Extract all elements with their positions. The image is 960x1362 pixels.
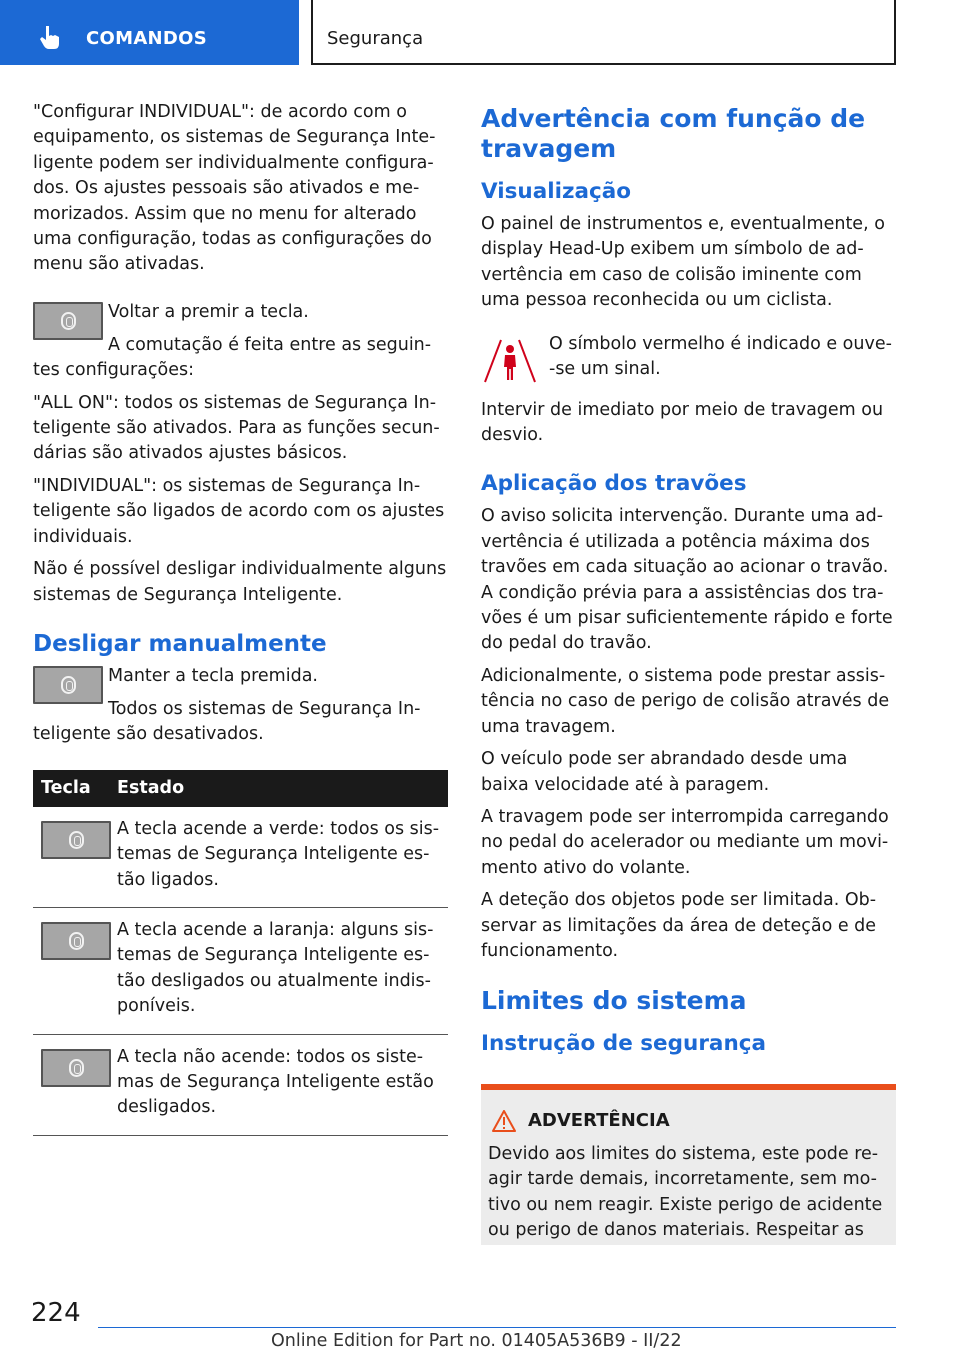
heading-limits: Limites do sistema [481,986,747,1016]
safety-key-icon [41,922,111,960]
safety-key-icon [33,666,103,704]
paragraph [33,333,448,384]
table-cell: A tecla não acende: todos os siste-mas de Segurança Inteligente estão desligados. [117,1046,434,1118]
symbol-instruction [481,332,896,390]
paragraph: O veículo pode ser abrandado desde uma baixa velocidade até à paragem. [481,749,848,795]
safety-key-icon [33,302,103,340]
paragraph [33,697,448,748]
table-row [33,908,448,1035]
table-cell: A tecla acende a laranja: alguns sis-temas de Segurança Inteligente es-tão desligados ou atualmente indis-poníveis. [117,919,434,1017]
safety-key-icon [41,1049,111,1087]
warning-title-text: ADVERTÊNCIA [528,1110,670,1132]
paragraph: "INDIVIDUAL": os sistemas de Segurança In-teligente são ligados de acordo com os ajustes individuais. [33,475,445,547]
key1-line2: A comutação é feita entre as seguin-tes configurações: [33,334,432,381]
warning-title [488,1108,888,1133]
state-table [33,770,448,1136]
hand-pointer-icon [38,24,64,50]
table-row [33,1035,448,1136]
paragraph: O aviso solicita intervenção. Durante uma ad-vertência é utilizada a potência máxima dos travões em cada situação ao acionar o travão. A condição prévia para a assistências dos tra-vões é um pisar suficientemente rápido e forte do pedal do travão. [481,506,893,654]
heading-safety: Instrução de segurança [481,1031,767,1057]
section-tab [0,0,299,65]
paragraph: Intervir de imediato por meio de travagem ou desvio. [481,399,884,446]
paragraph: Manter a tecla premida. [108,665,318,686]
paragraph: Não é possível desligar individualmente alguns sistemas de Segurança Inteligente. [33,559,447,605]
page-number: 224 [31,1298,81,1328]
table-header-state: Estado [117,777,185,798]
warning-box [481,1084,896,1245]
footer-divider [98,1327,896,1328]
chapter-tab [311,0,896,65]
warning-triangle-icon [492,1110,516,1132]
key2-line2: Todos os sistemas de Segurança In-teligente são desativados. [33,698,421,745]
paragraph: Voltar a premir a tecla. [108,301,309,322]
table-header-key: Tecla [41,777,91,798]
left-column [33,100,448,1136]
paragraph: "Configurar INDIVIDUAL": de acordo com o equipamento, os sistemas de Segurança Inte-ligente podem ser individualmente configura-dos. Os ajustes pessoais são ativados e me-morizados. Assim que no menu for alterado uma configuração, todas as configurações do menu são ativadas. [33,102,436,275]
heading-main: Advertência com função de travagem [481,104,866,163]
paragraph: A travagem pode ser interrompida carregando no pedal do acelerador ou mediante um movi-mento ativo do volante. [481,806,889,878]
table-cell: A tecla acende a verde: todos os sis-temas de Segurança Inteligente es-tão ligados. [117,818,440,890]
footer-edition: Online Edition for Part no. 01405A536B9 - II/22 [271,1331,682,1351]
pedestrian-warning-icon [481,332,539,390]
paragraph: O símbolo vermelho é indicado e ouve--se um sinal. [549,333,892,380]
heading-visualization: Visualização [481,179,632,204]
paragraph: O painel de instrumentos e, eventualmente, o display Head-Up exibem um símbolo de ad-vertência em caso de colisão iminente com uma pessoa reconhecida ou um ciclista. [481,214,885,311]
section-label: COMANDOS [86,28,208,49]
table-header [33,770,448,807]
table-row [33,807,448,908]
paragraph: "ALL ON": todos os sistemas de Segurança In-teligente são ativados. Para as funções secun-dárias são ativados ajustes básicos. [33,392,440,464]
chapter-label: Segurança [327,28,424,49]
heading-brakes: Aplicação dos travões [481,471,747,497]
paragraph: A deteção dos objetos pode ser limitada. Ob-servar as limitações da área de deteção e de funcionamento. [481,890,877,961]
safety-key-icon [41,821,111,859]
heading-manual: Desligar manualmente [33,630,327,657]
right-column [481,100,896,1245]
paragraph: Adicionalmente, o sistema pode prestar assis-tência no caso de perigo de colisão através de uma travagem. [481,665,890,737]
warning-text: Devido aos limites do sistema, este pode re-agir tarde demais, incorretamente, sem mo-tivo ou nem reagir. Existe perigo de acidente ou perigo de danos materiais. Respeitar as [488,1143,883,1240]
